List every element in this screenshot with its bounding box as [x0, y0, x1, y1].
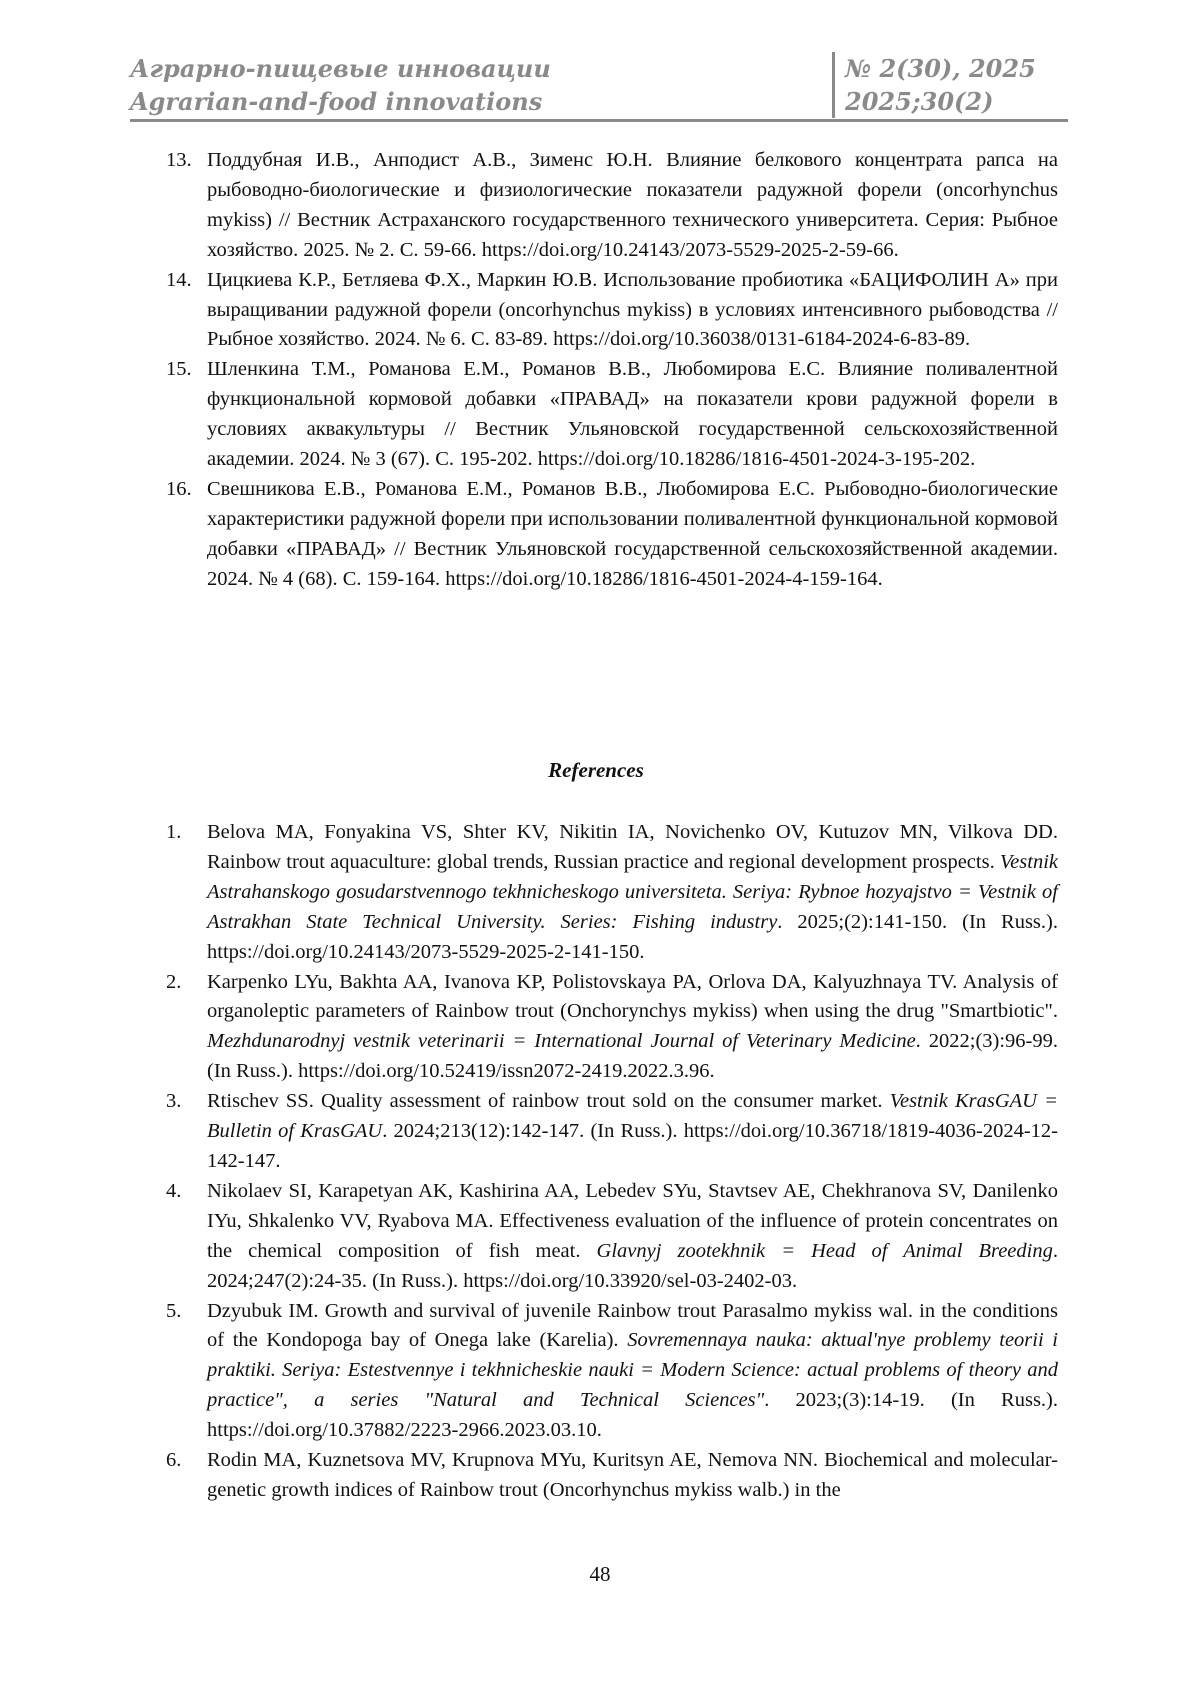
reference-text: Nikolaev SI, Karapetyan AK, Kashirina AA, Lebedev SYu, Stavtsev AE, Chekhranova SV, Danilenko IYu, Shkalenko VV, Ryabova MA. Effectiveness evaluation of the influence of protein concentrates on the chemical composition of fish meat.	[207, 1180, 1058, 1262]
reference-item	[166, 818, 1058, 968]
issue-block	[832, 52, 1075, 118]
reference-details: . 2022;(3):96-99. (In Russ.). https://doi.org/10.52419/issn2072-2419.2022.3.96.	[207, 1030, 1058, 1082]
reference-doi: https://doi.org/10.36038/0131-6184-2024-6-83-89.	[553, 328, 970, 350]
reference-number: 5.	[166, 1297, 181, 1327]
reference-item	[166, 968, 1058, 1088]
page-number: 48	[0, 1562, 1200, 1587]
reference-number: 13.	[166, 146, 192, 176]
reference-item	[166, 266, 1058, 356]
reference-details: . 2023;(3):14-19. (In Russ.). https://doi.org/10.37882/2223-2966.2023.03.10.	[207, 1389, 1058, 1441]
reference-number: 14.	[166, 266, 192, 296]
reference-item	[166, 1446, 1058, 1506]
reference-text: Поддубная И.В., Анподист А.В., Зименс Ю.Н. Влияние белкового концентрата рапса на рыбоводно-биологические и физиологические показатели радужной форели (oncorhynchus mykiss) // Вестник Астраханского государственного технического университета. Серия: Рыбное хозяйство. 2025. № 2. С. 59-66.	[207, 149, 1058, 261]
journal-title-en: Agrarian-and-food innovations	[130, 85, 822, 118]
journal-title-block	[130, 52, 822, 118]
reference-item	[166, 1297, 1058, 1447]
reference-item	[166, 1177, 1058, 1297]
reference-journal: Vestnik Astrahanskogo gosudarstvennogo tekhnicheskogo universiteta. Seriya: Rybnoe hozyajstvo = Vestnik of Astrakhan State Technical University. Series: Fishing industry	[207, 851, 1058, 933]
reference-number: 4.	[166, 1177, 181, 1207]
reference-doi: https://doi.org/10.18286/1816-4501-2024-3-195-202.	[538, 448, 976, 470]
reference-item	[166, 355, 1058, 475]
reference-details: . 2025;(2):141-150. (In Russ.). https://doi.org/10.24143/2073-5529-2025-2-141-150.	[207, 911, 1058, 963]
reference-doi: https://doi.org/10.24143/2073-5529-2025-2-59-66.	[482, 239, 899, 261]
reference-text: Цицкиева К.Р., Бетляева Ф.Х., Маркин Ю.В. Использование пробиотика «БАЦИФОЛИН А» при выращивании радужной форели (oncorhynchus mykiss) в условиях интенсивного рыбоводства // Рыбное хозяйство. 2024. № 6. С. 83-89.	[207, 269, 1058, 351]
reference-number: 16.	[166, 475, 192, 505]
reference-details: . 2024;213(12):142-147. (In Russ.). https://doi.org/10.36718/1819-4036-2024-12-142-147.	[207, 1120, 1058, 1172]
reference-text: Belova MA, Fonyakina VS, Shter KV, Nikitin IA, Novichenko OV, Kutuzov MN, Vilkova DD. Rainbow trout aquaculture: global trends, Russian practice and regional development prospects.	[207, 821, 1058, 873]
reference-number: 2.	[166, 968, 181, 998]
reference-text: Karpenko LYu, Bakhta AA, Ivanova KP, Polistovskaya PA, Orlova DA, Kalyuzhnaya TV. Analysis of organoleptic parameters of Rainbow trout (Onchorynchys mykiss) when using the drug "Smartbiotic".	[207, 971, 1058, 1023]
reference-item	[166, 146, 1058, 266]
references-heading: References	[130, 758, 1062, 783]
reference-item	[166, 1087, 1058, 1177]
reference-journal: Sovremennaya nauka: aktual'nye problemy teorii i praktiki. Seriya: Estestvennye i tekhnicheskie nauki = Modern Science: actual problems of theory and practice", a series "Natural and Technical Sciences"	[207, 1329, 1058, 1411]
reference-journal: Glavnyj zootekhnik = Head of Animal Breeding	[597, 1240, 1053, 1262]
reference-text: Шленкина Т.М., Романова Е.М., Романов В.В., Любомирова Е.С. Влияние поливалентной функциональной кормовой добавки «ПРАВАД» на показатели крови радужной форели в условиях аквакультуры // Вестник Ульяновской государственной сельскохозяйственной академии. 2024. № 3 (67). С. 195-202.	[207, 358, 1058, 470]
english-reference-list	[166, 818, 1058, 1506]
running-header	[130, 52, 1062, 120]
russian-reference-list	[166, 146, 1058, 595]
reference-text: Rtischev SS. Quality assessment of rainbow trout sold on the consumer market.	[207, 1090, 890, 1112]
reference-item	[166, 475, 1058, 595]
issue-year-volume: 2025;30(2)	[845, 85, 1075, 118]
reference-details: . 2024;247(2):24-35. (In Russ.). https://doi.org/10.33920/sel-03-2402-03.	[207, 1240, 1058, 1292]
reference-journal: Mezhdunarodnyj vestnik veterinarii = International Journal of Veterinary Medicine	[207, 1030, 916, 1052]
reference-journal: Vestnik KrasGAU = Bulletin of KrasGAU	[207, 1090, 1058, 1142]
reference-doi: https://doi.org/10.18286/1816-4501-2024-4-159-164.	[445, 568, 883, 590]
issue-number: № 2(30), 2025	[845, 52, 1075, 85]
reference-text: Rodin MA, Kuznetsova MV, Krupnova MYu, Kuritsyn AE, Nemova NN. Biochemical and molecular-genetic growth indices of Rainbow trout (Oncorhynchus mykiss walb.) in the	[207, 1449, 1058, 1501]
reference-number: 3.	[166, 1087, 181, 1117]
header-rule	[130, 119, 1068, 122]
reference-text: Свешникова Е.В., Романова Е.М., Романов В.В., Любомирова Е.С. Рыбоводно-биологические характеристики радужной форели при использовании поливалентной функциональной кормовой добавки «ПРАВАД» // Вестник Ульяновской государственной сельскохозяйственной академии. 2024. № 4 (68). С. 159-164.	[207, 478, 1058, 590]
reference-number: 1.	[166, 818, 181, 848]
journal-title-ru: Аграрно-пищевые инновации	[130, 52, 822, 85]
reference-number: 15.	[166, 355, 192, 385]
reference-number: 6.	[166, 1446, 181, 1476]
reference-text: Dzyubuk IM. Growth and survival of juvenile Rainbow trout Parasalmo mykiss wal. in the conditions of the Kondopoga bay of Onega lake (Karelia).	[207, 1300, 1058, 1352]
